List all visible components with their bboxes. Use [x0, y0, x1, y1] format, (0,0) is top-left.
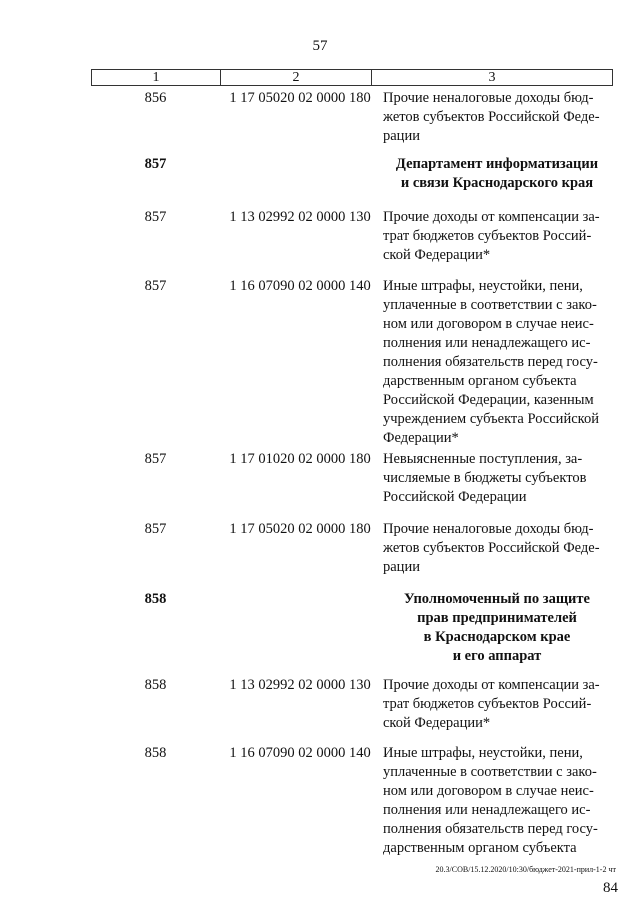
department-name [383, 590, 611, 666]
description-line: трат бюджетов субъектов Россий- [383, 696, 592, 712]
column-header-1: 1 [92, 70, 221, 85]
admin-code: 857 [144, 521, 167, 537]
description-line: прав предпринимателей [417, 610, 577, 626]
description-line: ской Федерации* [383, 247, 491, 263]
revenue-code: 1 13 02992 02 0000 130 [229, 209, 371, 225]
description-line: полнения обязательств перед госу- [383, 354, 598, 370]
description-line: жетов субъектов Российской Феде- [383, 109, 600, 125]
revenue-description [383, 450, 611, 507]
description-line: Прочие неналоговые доходы бюд- [383, 521, 594, 537]
page-number: 57 [312, 38, 328, 54]
footer-document-code: 20.3/СОВ/15.12.2020/10:30/бюджет-2021-прил-1-2 чт [435, 865, 616, 874]
description-line: учреждением субъекта Российской [383, 411, 599, 427]
admin-code: 858 [144, 591, 167, 607]
admin-code: 858 [144, 745, 167, 761]
department-name [383, 155, 611, 193]
description-line: и связи Краснодарского края [400, 175, 594, 191]
description-line: полнения обязательств перед госу- [383, 821, 598, 837]
description-line: Российской Федерации [383, 489, 527, 505]
revenue-code: 1 13 02992 02 0000 130 [229, 677, 371, 693]
description-line: дарственным органом субъекта [383, 840, 577, 856]
description-line: и его аппарат [452, 648, 542, 664]
revenue-description [383, 676, 611, 733]
admin-code: 857 [144, 278, 167, 294]
revenue-code: 1 17 05020 02 0000 180 [229, 90, 371, 106]
admin-code: 858 [144, 677, 167, 693]
description-line: Невыясненные поступления, за- [383, 451, 583, 467]
description-line: дарственным органом субъекта [383, 373, 577, 389]
revenue-description [383, 277, 611, 448]
description-line: Прочие доходы от компенсации за- [383, 209, 600, 225]
revenue-code: 1 16 07090 02 0000 140 [229, 278, 371, 294]
revenue-description [383, 744, 611, 858]
table-column-header [91, 69, 613, 86]
description-line: ном или договором в случае неис- [383, 783, 594, 799]
column-header-2: 2 [221, 70, 372, 85]
description-line: жетов субъектов Российской Феде- [383, 540, 600, 556]
description-line: в Краснодарском крае [423, 629, 571, 645]
revenue-description [383, 89, 611, 146]
description-line: уплаченные в соответствии с зако- [383, 297, 597, 313]
revenue-code: 1 17 05020 02 0000 180 [229, 521, 371, 537]
description-line: полнения или ненадлежащего ис- [383, 335, 591, 351]
description-line: ской Федерации* [383, 715, 491, 731]
column-header-3: 3 [488, 70, 496, 85]
description-line: уплаченные в соответствии с зако- [383, 764, 597, 780]
description-line: трат бюджетов субъектов Россий- [383, 228, 592, 244]
description-line: числяемые в бюджеты субъектов [383, 470, 587, 486]
admin-code: 857 [144, 209, 167, 225]
admin-code: 857 [144, 451, 167, 467]
admin-code: 856 [144, 90, 167, 106]
description-line: Прочие неналоговые доходы бюд- [383, 90, 594, 106]
description-line: Иные штрафы, неустойки, пени, [383, 745, 583, 761]
description-line: Прочие доходы от компенсации за- [383, 677, 600, 693]
description-line: Федерации* [383, 430, 459, 446]
description-line: ном или договором в случае неис- [383, 316, 594, 332]
description-line: рации [383, 128, 420, 144]
description-line: Российской Федерации, казенным [383, 392, 594, 408]
description-line: Уполномоченный по защите [404, 591, 590, 607]
revenue-description [383, 208, 611, 265]
description-line: рации [383, 559, 420, 575]
admin-code: 857 [144, 156, 167, 172]
footer-page-number: 84 [603, 880, 618, 896]
revenue-description [383, 520, 611, 577]
description-line: Департамент информатизации [395, 156, 599, 172]
description-line: полнения или ненадлежащего ис- [383, 802, 591, 818]
description-line: Иные штрафы, неустойки, пени, [383, 278, 583, 294]
revenue-code: 1 17 01020 02 0000 180 [229, 451, 371, 467]
revenue-code: 1 16 07090 02 0000 140 [229, 745, 371, 761]
